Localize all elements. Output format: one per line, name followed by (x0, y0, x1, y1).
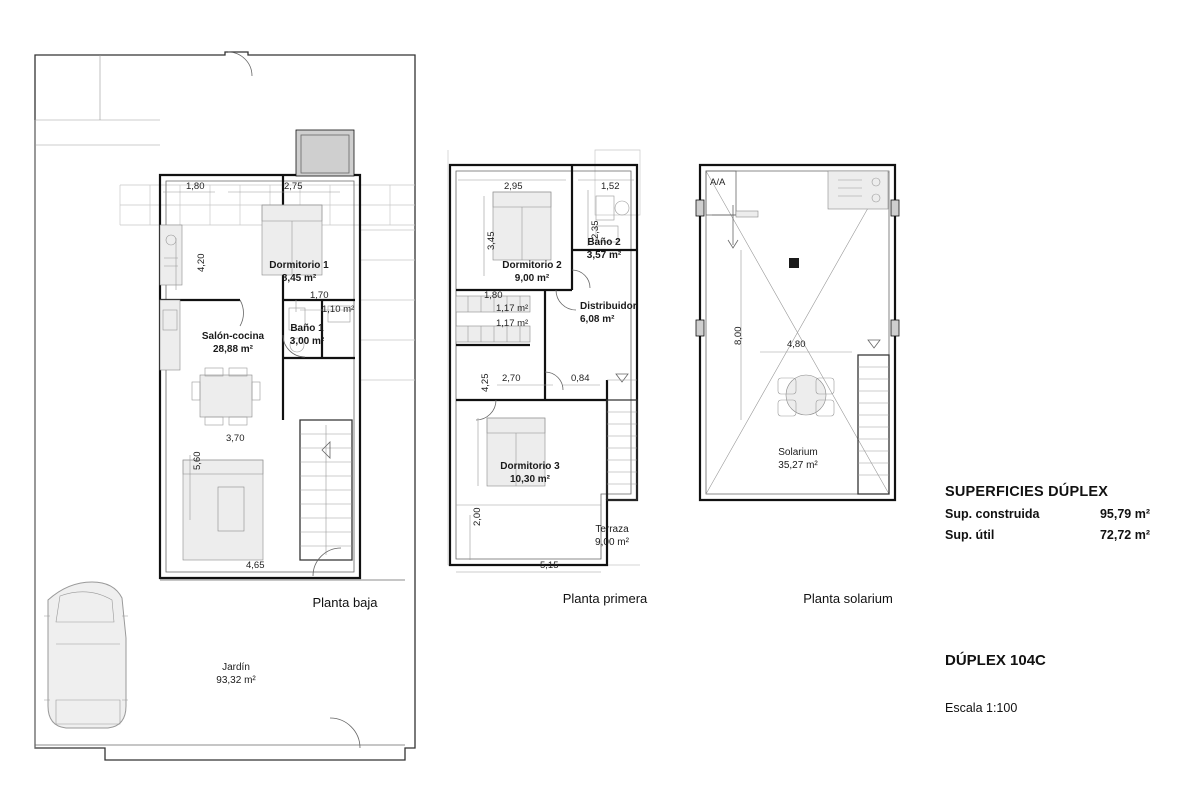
surfaces-legend (945, 484, 1150, 542)
dimension-ff-8: 2,70 (502, 373, 521, 384)
room-name: Baño 1 (290, 323, 324, 334)
dimension-ff-1: 2,95 (504, 181, 523, 192)
room-area: 35,27 m² (778, 459, 818, 471)
room-label-bano-2 (587, 237, 621, 262)
room-area: 93,32 m² (216, 674, 256, 686)
room-area: 9,00 m² (595, 536, 629, 548)
dimension-ff-7: 1,17 m² (496, 318, 529, 329)
plan-title-planta-solarium: Planta solarium (803, 591, 893, 606)
room-name: Jardín (222, 662, 250, 673)
legend-row-util (945, 528, 1150, 542)
room-label-dormitorio-1 (269, 260, 328, 285)
dimension-ff-2: 1,52 (601, 181, 620, 192)
room-label-bano-1 (290, 323, 324, 348)
dimension-ff-10: 4,25 (480, 373, 491, 392)
car-illustration (44, 582, 128, 728)
room-name: Distribuidor (580, 301, 637, 312)
document-title: DÚPLEX 104C (945, 652, 1046, 669)
room-name: Solarium (778, 447, 818, 458)
room-label-solarium (778, 447, 817, 472)
room-name: Salón-cocina (201, 331, 265, 342)
room-label-jardin (216, 662, 255, 687)
dimension-ff-9: 0,84 (571, 373, 590, 384)
room-label-dormitorio-3 (500, 461, 559, 486)
dimension-gf-7: 5,60 (192, 451, 203, 470)
dimension-ff-3: 3,45 (486, 231, 497, 250)
dimension-ff-12: 5,15 (540, 560, 559, 571)
legend-value: 72,72 m² (1099, 528, 1150, 542)
room-label-distribuidor (580, 301, 637, 326)
dimension-gf-1: 1,80 (186, 181, 205, 192)
room-area: 6,08 m² (580, 313, 615, 325)
room-name: Dormitorio 1 (269, 260, 329, 271)
annotation-aa: A/A (710, 177, 726, 188)
room-area: 3,00 m² (289, 335, 325, 347)
room-label-salon-cocina (202, 331, 264, 356)
room-name: Baño 2 (587, 237, 621, 248)
dimension-gf-4: 1,70 (310, 290, 329, 301)
room-area: 10,30 m² (509, 473, 551, 485)
dimension-sol-1: 8,00 (733, 326, 744, 345)
dimension-sol-2: 4,80 (787, 339, 806, 350)
plan-title-planta-primera: Planta primera (562, 591, 648, 606)
dimension-ff-4: 2,35 (590, 220, 601, 239)
dimension-gf-2: 2,75 (284, 181, 303, 192)
plan-title-planta-baja: Planta baja (312, 595, 378, 610)
legend-value: 95,79 m² (1099, 507, 1150, 521)
room-area: 8,45 m² (281, 272, 317, 284)
room-label-terraza (595, 524, 629, 549)
legend-label: Sup. útil (945, 528, 995, 542)
dimension-ff-5: 1,80 (484, 290, 503, 301)
dimension-gf-6: 3,70 (226, 433, 245, 444)
legend-label: Sup. construida (945, 507, 1040, 521)
room-label-dormitorio-2 (502, 260, 561, 285)
room-name: Terraza (595, 524, 629, 535)
scale-label: Escala 1:100 (945, 701, 1018, 715)
dimension-gf-5: 1,10 m² (322, 304, 355, 315)
room-name: Dormitorio 3 (500, 461, 560, 472)
dimension-ff-11: 2,00 (472, 507, 483, 526)
legend-title: SUPERFICIES DÚPLEX (945, 484, 1109, 500)
dimension-gf-8: 4,65 (246, 560, 265, 571)
room-area: 9,00 m² (514, 272, 550, 284)
room-name: Dormitorio 2 (502, 260, 562, 271)
dimension-gf-3: 4,20 (196, 253, 207, 272)
room-area: 28,88 m² (212, 343, 254, 355)
dimension-ff-6: 1,17 m² (496, 303, 529, 314)
planta-baja-geometry (35, 52, 415, 760)
room-area: 3,57 m² (586, 249, 622, 261)
legend-row-construida (945, 507, 1150, 521)
